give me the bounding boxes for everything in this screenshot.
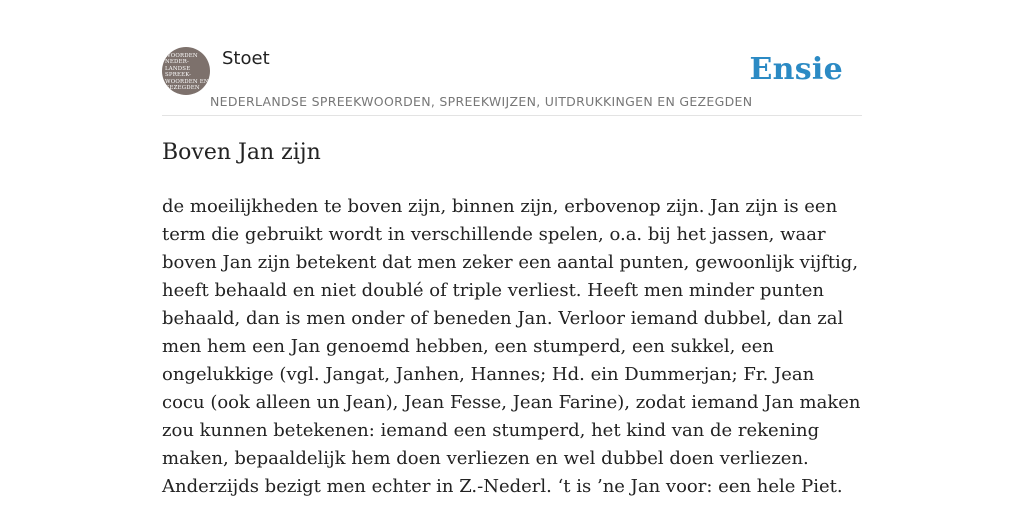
source-name-link[interactable]: Stoet xyxy=(222,48,270,69)
entry-title: Boven Jan zijn xyxy=(162,140,321,165)
entry-definition: de moeilijkheden te boven zijn, binnen zijn, erbovenop zijn. Jan zijn is een term die gebruikt wordt in verschillende spelen, o.a. bij het jassen, waar boven Jan zijn betekent dat men zeker een aantal punten, gewoonlijk vijftig, heeft behaald en niet doublé of triple verliest. Heeft men minder punten behaald, dan is men onder of beneden Jan. Verloor iemand dubbel, dan zal men hem een Jan genoemd hebben, een stumperd, een sukkel, een ongelukkige (vgl. Jangat, Janhen, Hannes; Hd. ein Dummerjan; Fr. Jean cocu (ook alleen un Jean), Jean Fesse, Jean Farine), zodat iemand Jan maken zou kunnen betekenen: iemand een stumperd, het kind van de rekening maken, bepaaldelijk hem doen verliezen en wel dubbel doen verliezen. Anderzijds bezigt men echter in Z.-Nederl. ‘t is ’ne Jan voor: een hele Piet. xyxy=(162,196,861,497)
avatar-book-cover-text: WOORDEN NEDER- LANDSE SPREEK- WOORDEN EN GEZEGDEN xyxy=(165,53,209,92)
header-divider xyxy=(162,115,862,116)
ensie-logo[interactable]: Ensie xyxy=(749,52,843,87)
source-header xyxy=(162,44,862,116)
source-subtitle: NEDERLANDSE SPREEKWOORDEN, SPREEKWIJZEN, UITDRUKKINGEN EN GEZEGDEN xyxy=(210,94,753,109)
source-avatar[interactable] xyxy=(162,47,210,95)
